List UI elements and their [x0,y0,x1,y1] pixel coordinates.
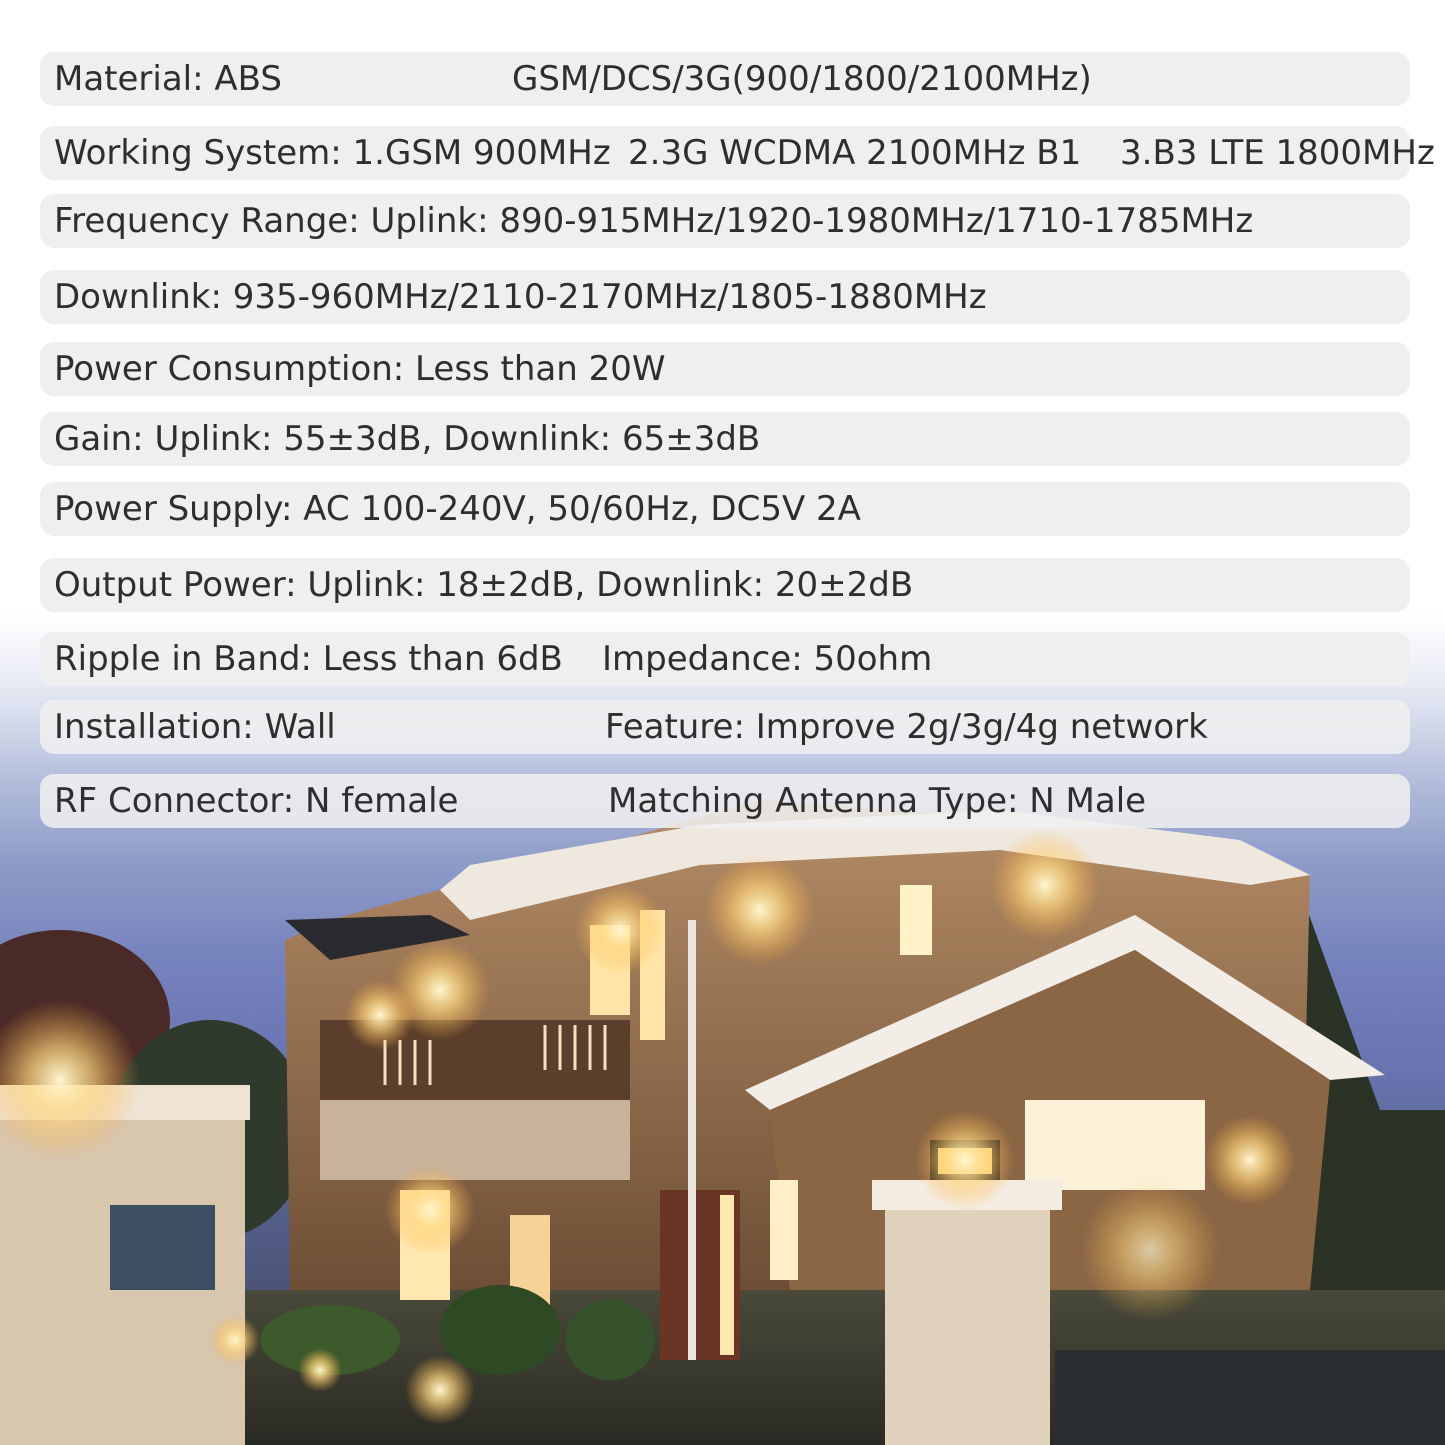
spec-rf-connector: RF Connector: N female [54,781,459,821]
spec-row-downlink [40,270,1410,324]
hedge-fence [1055,1350,1445,1445]
spec-working-system-3: 3.B3 LTE 1800MHz [1120,133,1435,173]
spec-row-rf-connector [40,774,1410,828]
shrub [565,1300,655,1380]
window [770,1180,798,1280]
drain-pipe [688,920,696,1360]
spec-working-system: Working System: 1.GSM 900MHz [54,133,611,173]
spec-installation: Installation: Wall [54,707,336,747]
spec-row-gain [40,412,1410,466]
spec-row-power-consumption [40,342,1410,396]
balcony-wall [320,1100,630,1180]
wall-sign [110,1205,215,1290]
spec-row-material [40,52,1410,106]
spec-bands: GSM/DCS/3G(900/1800/2100MHz) [512,59,1092,99]
spec-antenna-type: Matching Antenna Type: N Male [608,781,1147,821]
window [1025,1100,1205,1190]
stone-pillar-right [885,1190,1050,1445]
spec-feature: Feature: Improve 2g/3g/4g network [605,707,1208,747]
spec-row-output-power [40,558,1410,612]
spec-frequency-downlink: Downlink: 935-960MHz/2110-2170MHz/1805-1880MHz [54,277,987,317]
door-glass [720,1195,734,1355]
spec-working-system-2: 2.3G WCDMA 2100MHz B1 [628,133,1082,173]
spec-impedance: Impedance: 50ohm [602,639,933,679]
spec-power-supply: Power Supply: AC 100-240V, 50/60Hz, DC5V 2A [54,489,861,529]
spec-power-consumption: Power Consumption: Less than 20W [54,349,666,389]
spec-output-power: Output Power: Uplink: 18±2dB, Downlink: 20±2dB [54,565,914,605]
spec-frequency-uplink: Frequency Range: Uplink: 890-915MHz/1920-1980MHz/1710-1785MHz [54,201,1254,241]
spec-material: Material: ABS [54,59,282,99]
window [900,885,932,955]
spec-row-power-supply [40,482,1410,536]
spec-row-working-system [40,126,1435,180]
spec-row-ripple [40,632,1410,686]
spec-row-installation [40,700,1410,754]
spec-ripple: Ripple in Band: Less than 6dB [54,639,563,679]
spec-row-frequency-range [40,194,1410,248]
spec-gain: Gain: Uplink: 55±3dB, Downlink: 65±3dB [54,419,761,459]
